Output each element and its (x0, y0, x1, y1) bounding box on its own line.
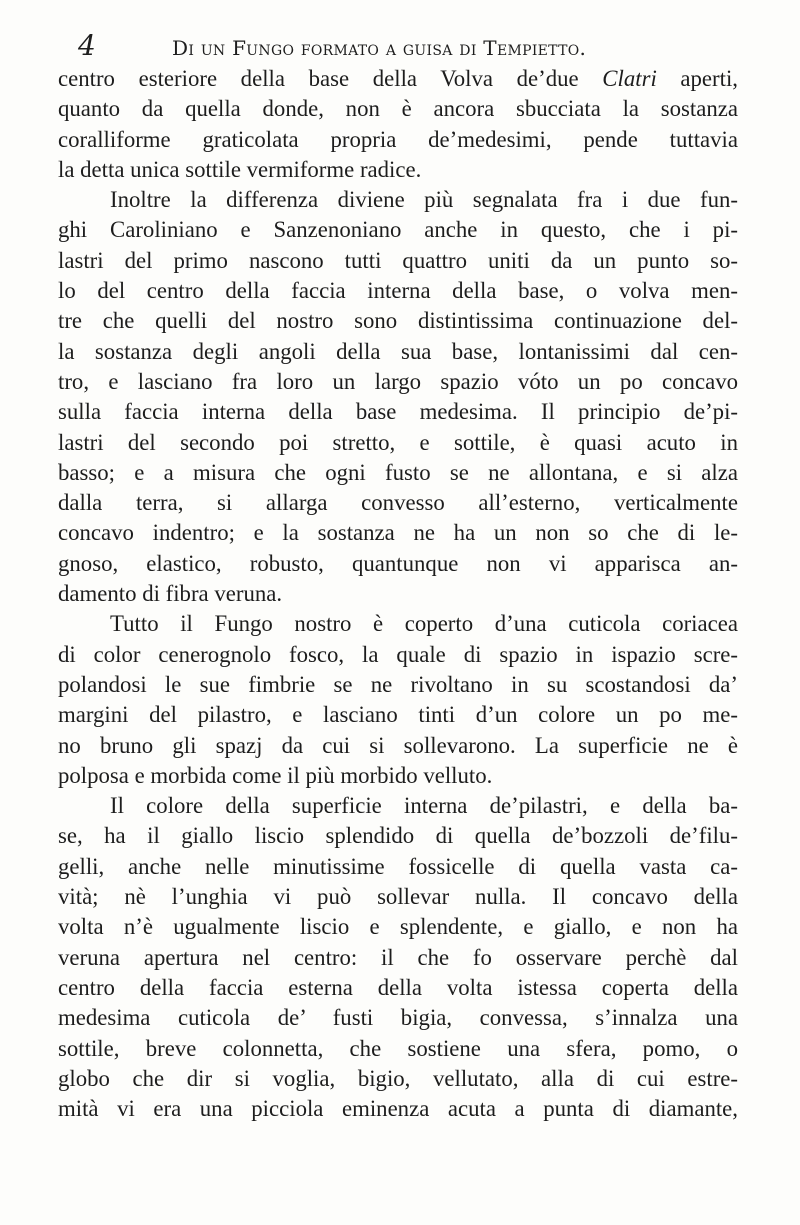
text-line-content: volta n’è ugualmente liscio e splendente, e giallo, e non ha (58, 914, 738, 940)
text-line-content: gelli, anche nelle minutissime fossicelle di quella vasta ca- (58, 853, 738, 879)
body-text (58, 64, 738, 1124)
text-line (58, 367, 738, 397)
text-line (58, 579, 738, 609)
text-line-tail: aperti, (656, 66, 738, 91)
text-line-content: concavo indentro; e la sostanza ne ha un non so che di le- (58, 520, 738, 546)
text-line (58, 1064, 738, 1094)
text-line-content: la detta unica sottile vermiforme radice. (58, 156, 422, 182)
text-line-content: polandosi le sue fimbrie se ne rivoltano in su scostandosi da’ (58, 671, 738, 697)
text-line-content: margini del pilastro, e lasciano tinti d’un colore un po me- (58, 702, 738, 728)
text-line (58, 64, 738, 94)
text-line (58, 1003, 738, 1033)
italic-term: Clatri (602, 66, 657, 91)
text-line (58, 640, 738, 670)
text-line-content: la sostanza degli angoli della sua base, lontanissimi dal cen- (58, 338, 738, 364)
text-line (58, 852, 738, 882)
text-line-content: vità; nè l’unghia vi può sollevar nulla. Il concavo della (58, 884, 738, 910)
text-line (58, 791, 738, 821)
text-line (58, 488, 738, 518)
text-line (58, 518, 738, 548)
text-line-content: sottile, breve colonnetta, che sostiene una sfera, pomo, o (58, 1035, 738, 1061)
text-line-content: tro, e lasciano fra loro un largo spazio vóto un po concavo (58, 368, 738, 394)
text-line (58, 185, 738, 215)
text-line-content: basso; e a misura che ogni fusto se ne allontana, e si alza (58, 459, 738, 485)
text-line-content: se, ha il giallo liscio splendido di quella de’bozzoli de’filu- (58, 823, 738, 849)
text-line-content: dalla terra, si allarga convesso all’esterno, verticalmente (58, 490, 738, 516)
text-line (58, 428, 738, 458)
text-line (58, 1034, 738, 1064)
text-line-content: Il colore della superficie interna de’pilastri, e della ba- (110, 793, 738, 819)
text-line (58, 337, 738, 367)
text-line-content: sulla faccia interna della base medesima. Il principio de’pi- (58, 399, 738, 425)
text-line-content: Inoltre la differenza diviene più segnalata fra i due fun- (110, 187, 738, 213)
text-line-content: gnoso, elastico, robusto, quantunque non vi apparisca an- (58, 550, 738, 576)
text-line (58, 94, 738, 124)
text-line (58, 306, 738, 336)
text-line (58, 549, 738, 579)
text-line (58, 882, 738, 912)
text-line-content: Tutto il Fungo nostro è coperto d’una cuticola coriacea (110, 611, 738, 637)
text-line-content: centro esteriore della base della Volva de’due (58, 66, 603, 91)
text-line (58, 700, 738, 730)
text-line (58, 943, 738, 973)
text-line (58, 973, 738, 1003)
text-line-content: di color cenerognolo fosco, la quale di spazio in ispazio scre- (58, 641, 738, 667)
text-line-content: lastri del secondo poi stretto, e sottile, è quasi acuto in (58, 429, 738, 455)
text-line-content: lastri del primo nascono tutti quattro uniti da un punto so- (58, 247, 738, 273)
text-line-content: globo che dir si voglia, bigio, vellutato, alla di cui estre- (58, 1065, 738, 1091)
text-line-content: polposa e morbida come il più morbido velluto. (58, 762, 493, 788)
text-line-content: ghi Caroliniano e Sanzenoniano anche in questo, che i pi- (58, 217, 738, 243)
text-line-content: lo del centro della faccia interna della base, o volva men- (58, 278, 738, 304)
text-line (58, 821, 738, 851)
running-title: Di un Fungo formato a guisa di Tempietto. (172, 36, 587, 60)
running-head (64, 28, 736, 68)
text-line (58, 276, 738, 306)
text-line (58, 761, 738, 791)
text-line-content: damento di fibra veruna. (58, 581, 283, 607)
text-line (58, 125, 738, 155)
text-line (58, 246, 738, 276)
text-line-content: centro della faccia esterna della volta istessa coperta della (58, 974, 738, 1000)
text-line-content: medesima cuticola de’ fusti bigia, convessa, s’innalza una (58, 1005, 738, 1031)
text-line (58, 397, 738, 427)
text-line (58, 609, 738, 639)
text-line (58, 458, 738, 488)
text-line (58, 155, 738, 185)
text-line-content: no bruno gli spazj da cui si sollevarono. La superficie ne è (58, 732, 738, 758)
text-line (58, 731, 738, 761)
text-line-content: quanto da quella donde, non è ancora sbucciata la sostanza (58, 96, 738, 122)
text-line (58, 215, 738, 245)
text-line-content: mità vi era una picciola eminenza acuta a punta di diamante, (58, 1096, 738, 1122)
text-line-content: coralliforme graticolata propria de’medesimi, pende tuttavia (58, 126, 738, 152)
text-line (58, 912, 738, 942)
text-line-content: veruna apertura nel centro: il che fo osservare perchè dal (58, 944, 738, 970)
text-line (58, 670, 738, 700)
page-number: 4 (78, 29, 96, 62)
text-line-content: tre che quelli del nostro sono distintissima continuazione del- (58, 308, 738, 334)
text-line (58, 1094, 738, 1124)
